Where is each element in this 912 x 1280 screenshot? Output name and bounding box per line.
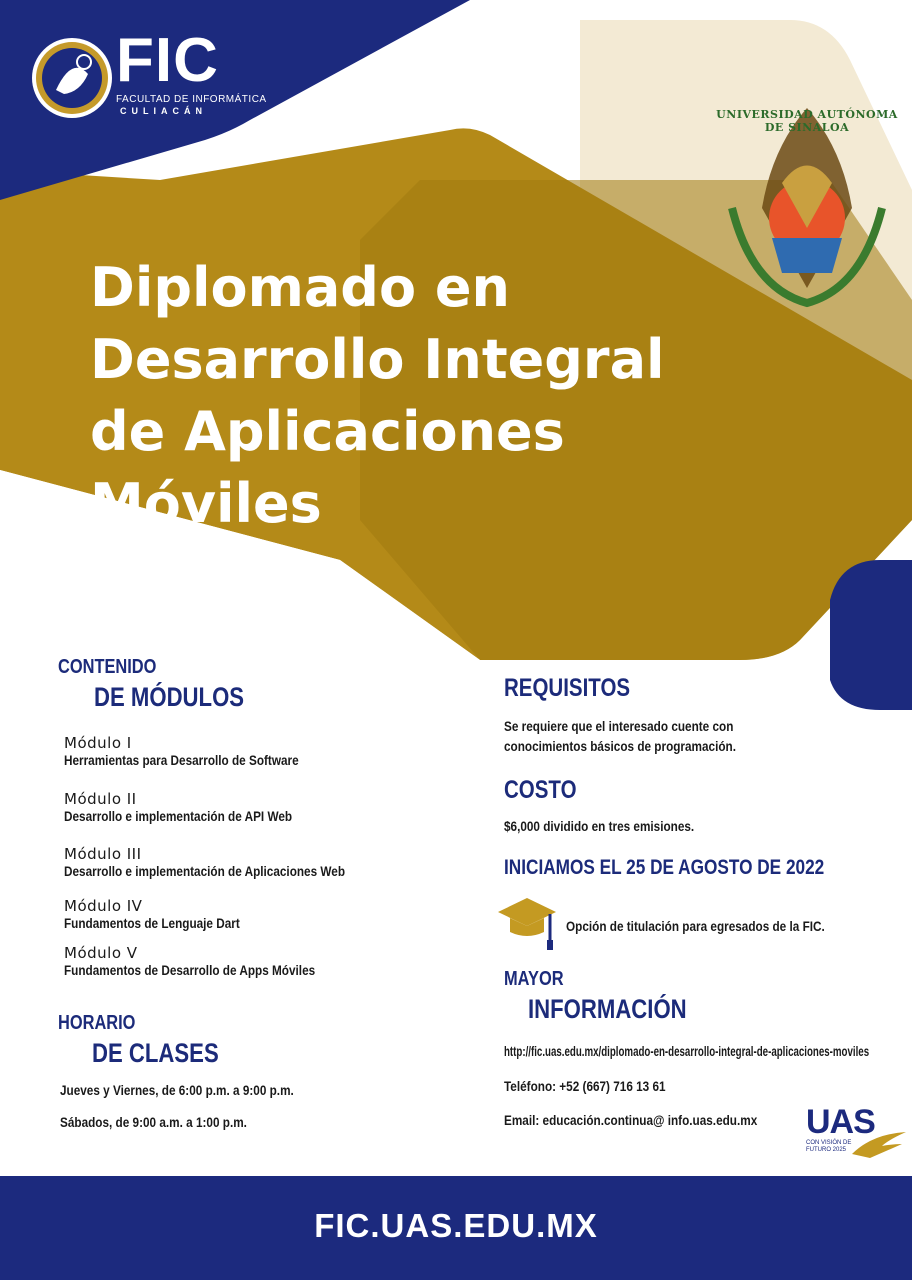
module-desc: Desarrollo e implementación de API Web [64,808,293,824]
inicio-date: INICIAMOS EL 25 DE AGOSTO DE 2022 [504,856,825,879]
uas-tagline: CON VISIÓN DE FUTURO 2025 [806,1140,852,1153]
horario-line: Sábados, de 9:00 a.m. a 1:00 p.m. [60,1114,247,1130]
title-line: de Aplicaciones [90,400,565,463]
horario-line: Jueves y Viernes, de 6:00 p.m. a 9:00 p.m. [60,1082,294,1098]
title-line: Móviles [90,472,322,535]
title-line: Diplomado en [90,256,510,319]
costo-text: $6,000 dividido en tres emisiones. [504,818,695,834]
module-item [64,845,399,879]
module-name: Módulo I [64,734,132,752]
uas-logo-text: UAS [806,1103,875,1141]
module-desc: Fundamentos de Desarrollo de Apps Móviles [64,962,316,978]
informacion-heading: INFORMACIÓN [528,994,687,1024]
page-title [90,252,810,540]
university-seal-text: UNIVERSIDAD AUTÓNOMA DE SINALOA [716,108,898,134]
module-item [64,897,273,931]
info-url-link[interactable]: http://fic.uas.edu.mx/diplomado-en-desarrollo-integral-de-aplicaciones-moviles [504,1044,870,1059]
module-item [64,734,343,768]
uas-eagle-icon [852,1130,906,1160]
horario-heading: HORARIO [58,1012,136,1034]
module-desc: Desarrollo e implementación de Aplicaciones Web [64,863,346,879]
info-email: Email: educación.continua@ info.uas.edu.mx [504,1112,758,1128]
module-item [64,944,363,978]
requisitos-heading: REQUISITOS [504,674,631,702]
info-phone: Teléfono: +52 (667) 716 13 61 [504,1078,666,1094]
costo-heading: COSTO [504,776,577,804]
faculty-name: FACULTAD DE INFORMÁTICA [116,94,267,105]
faculty-city: CULIACÁN [120,106,207,116]
contenido-heading: CONTENIDO [58,656,157,678]
footer-url-link[interactable]: FIC.UAS.EDU.MX [314,1207,598,1244]
module-item [64,790,336,824]
module-desc: Herramientas para Desarrollo de Software [64,752,299,768]
modulos-heading: DE MÓDULOS [94,682,245,712]
fic-emblem-icon [28,34,118,124]
module-name: Módulo III [64,845,142,863]
module-name: Módulo V [64,944,138,962]
clases-heading: DE CLASES [92,1038,219,1068]
title-line: Desarrollo Integral [90,328,665,391]
titulacion-text: Opción de titulación para egresados de la FIC. [566,918,825,934]
requisitos-line: conocimientos básicos de programación. [504,738,736,754]
mayor-heading: MAYOR [504,968,564,990]
module-desc: Fundamentos de Lenguaje Dart [64,915,240,931]
module-name: Módulo IV [64,897,143,915]
uas-logo [806,1104,906,1174]
fic-logo-text: FIC [116,26,219,95]
requisitos-line: Se requiere que el interesado cuente con [504,718,734,734]
module-name: Módulo II [64,790,137,808]
graduation-cap-icon [496,896,558,952]
